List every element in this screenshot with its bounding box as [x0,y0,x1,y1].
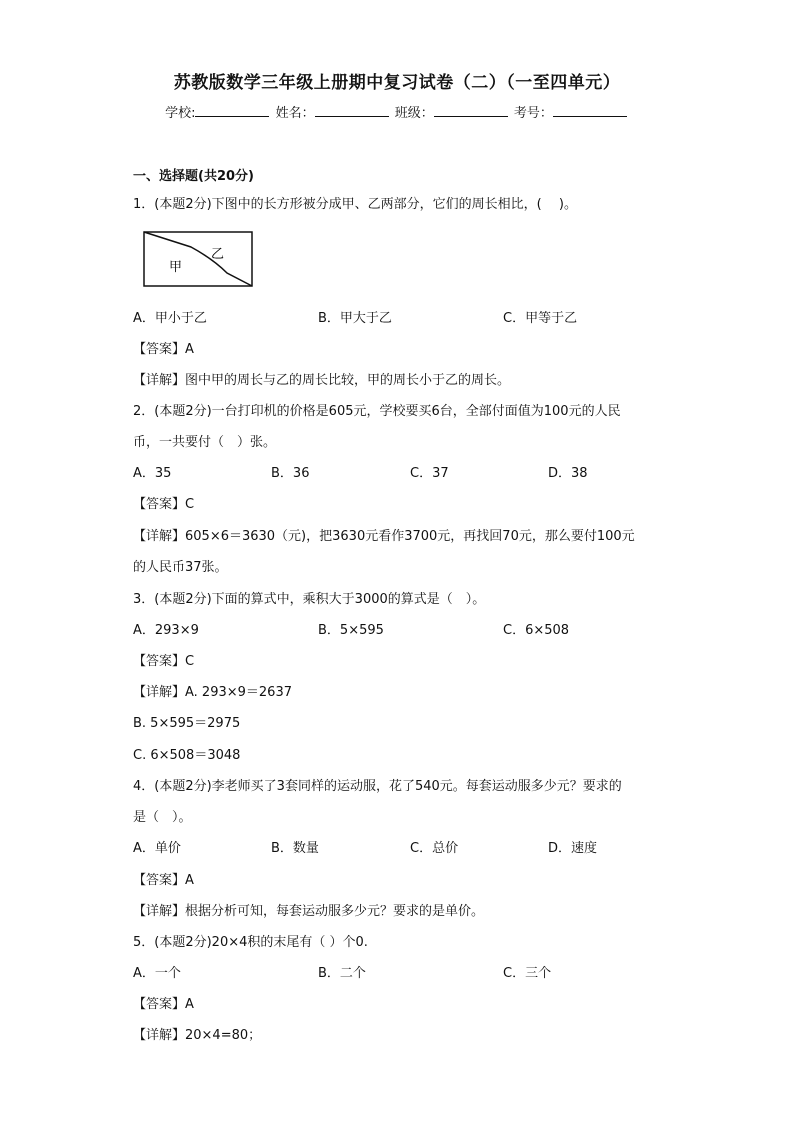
q5-option-b[interactable]: B．二个 [318,966,366,981]
dividing-curve [144,232,252,286]
school-label: 学校: [165,106,196,121]
class-label: 班级： [394,106,434,121]
q2-option-a[interactable]: A．35 [133,466,172,481]
q1-answer: 【答案】A [133,342,194,357]
q3-stem: 3．(本题2分)下面的算式中，乘积大于3000的算式是（ ）。 [133,592,486,607]
q2-answer: 【答案】C [133,497,195,512]
q3-option-a[interactable]: A．293×9 [133,623,199,638]
q4-option-a[interactable]: A．单价 [133,841,181,856]
q3-detail-line1: 【详解】A. 293×9＝2637 [133,685,292,700]
q1-stem: 1．(本题2分)下图中的长方形被分成甲、乙两部分，它们的周长相比，( )。 [133,197,577,212]
number-blank[interactable] [553,104,627,117]
number-label: 考号： [513,106,553,121]
q4-answer: 【答案】A [133,873,194,888]
q1-detail: 【详解】图中甲的周长与乙的周长比较，甲的周长小于乙的周长。 [133,373,511,388]
name-label: 姓名： [275,106,315,121]
q5-stem: 5．(本题2分)20×4积的末尾有（ ）个0. [133,935,368,950]
student-info-row [0,102,794,121]
q3-option-b[interactable]: B．5×595 [318,623,384,638]
q2-option-c[interactable]: C．37 [410,466,449,481]
name-blank[interactable] [315,104,389,117]
q4-option-b[interactable]: B．数量 [271,841,319,856]
part-b-label: 乙 [211,247,225,262]
class-blank[interactable] [434,104,508,117]
q4-option-d[interactable]: D．速度 [548,841,598,856]
q5-option-c[interactable]: C．三个 [503,966,552,981]
q3-option-c[interactable]: C．6×508 [503,623,570,638]
page-title: 苏教版数学三年级上册期中复习试卷（二）（一至四单元） [173,73,621,93]
q1-option-c[interactable]: C．甲等于乙 [503,311,578,326]
q3-detail-line2: B. 5×595＝2975 [133,716,241,731]
q3-answer: 【答案】C [133,654,195,669]
q5-answer: 【答案】A [133,997,194,1012]
q2-option-b[interactable]: B．36 [271,466,310,481]
q2-detail-line1: 【详解】605×6＝3630（元)，把3630元看作3700元，再找回70元，那么要付100元 [133,529,635,544]
q4-stem-line2: 是（ ）。 [133,810,192,825]
q2-option-d[interactable]: D．38 [548,466,588,481]
q3-detail-line3: C. 6×508＝3048 [133,748,241,763]
q2-detail-line2: 的人民币37张。 [133,560,228,575]
part-a-label: 甲 [169,260,183,275]
q4-detail: 【详解】根据分析可知，每套运动服多少元？要求的是单价。 [133,904,485,919]
q2-stem-line1: 2．(本题2分)一台打印机的价格是605元，学校要买6台，全部付面值为100元的人民 [133,404,621,419]
q4-stem-line1: 4．(本题2分)李老师买了3套同样的运动服，花了540元。每套运动服多少元？要求的 [133,779,622,794]
q1-option-b[interactable]: B．甲大于乙 [318,311,392,326]
rectangle-figure [143,231,253,287]
q1-option-a[interactable]: A．甲小于乙 [133,311,207,326]
school-blank[interactable] [195,104,269,117]
section-heading: 一、选择题(共20分) [133,169,254,184]
q4-option-c[interactable]: C．总价 [410,841,459,856]
q5-detail: 【详解】20×4=80； [133,1028,262,1043]
q2-stem-line2: 币，一共要付（ ）张。 [133,435,277,450]
q5-option-a[interactable]: A．一个 [133,966,181,981]
